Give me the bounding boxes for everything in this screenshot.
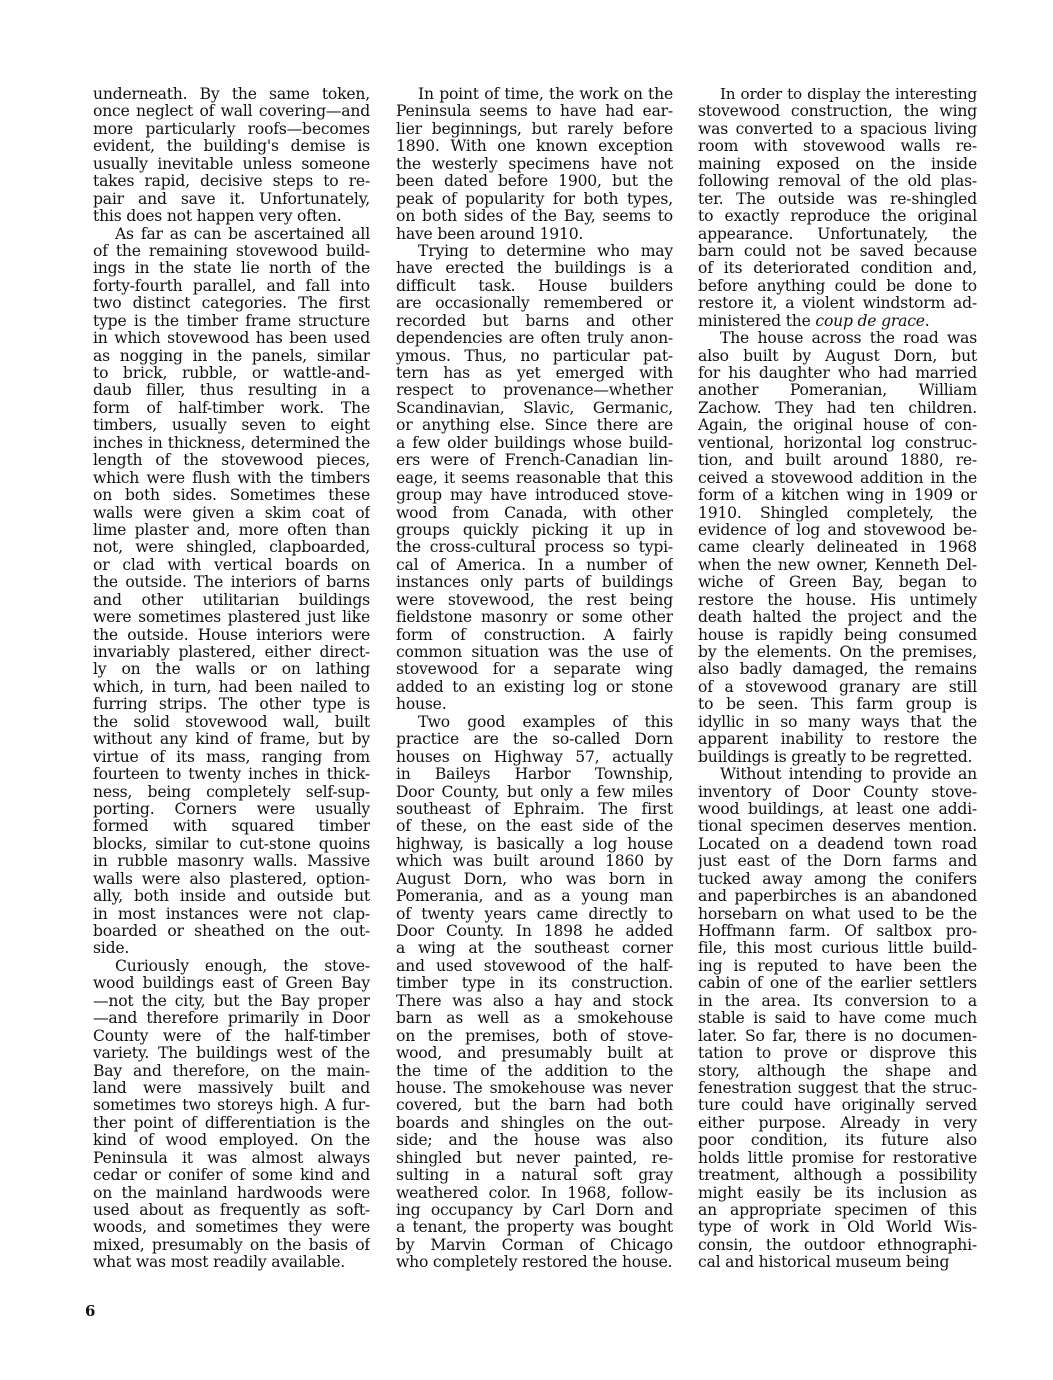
text-line: without any kind of frame, but by [93, 731, 370, 749]
text-line: eage, it seems reasonable that this [396, 469, 673, 487]
text-line: ing is reputed to have been the [698, 957, 977, 975]
text-line: Again, the original house of con- [698, 417, 977, 435]
text-line: sometimes two storeys high. A fur- [93, 1097, 370, 1115]
text-line: shingled but never painted, re- [396, 1149, 673, 1167]
text-line: land were massively built and [93, 1079, 370, 1097]
text-line: 1890. With one known exception [396, 138, 673, 156]
text-line: Two good examples of this [418, 713, 673, 731]
text-line: wood buildings east of Green Bay [93, 975, 370, 993]
text-line: of a stovewood granary are still [698, 678, 977, 696]
text-line: and other utilitarian buildings [93, 591, 370, 609]
text-line: porting. Corners were usually [93, 800, 370, 818]
text-line: virtue of its mass, ranging from [93, 748, 370, 766]
text-line: Zachow. They had ten children. [698, 399, 977, 417]
text-line: cal and historical museum being [698, 1254, 950, 1272]
text-line: of twenty years came directly to [396, 905, 673, 923]
text-line: instances only parts of buildings [396, 574, 673, 592]
text-line: Trying to determine who may [418, 242, 673, 260]
text-line: wood, and presumably built at [396, 1045, 673, 1063]
text-line: group may have introduced stove- [396, 487, 673, 505]
text-line: room with stovewood walls re- [698, 138, 977, 156]
text-line: which was built around 1860 by [396, 853, 673, 871]
text-column-2 [396, 86, 673, 1272]
text-line: on both sides of the Bay, seems to [396, 208, 673, 226]
text-line: ministered the coup de grace. [698, 312, 930, 330]
text-line: cedar or conifer of some kind and [93, 1167, 370, 1185]
text-line: August Dorn, who was born in [396, 870, 673, 888]
text-line: horsebarn on what used to be the [698, 905, 977, 923]
text-line: house. [396, 696, 447, 714]
text-line: Hoffmann farm. Of saltbox pro- [698, 923, 977, 940]
text-line: —and therefore primarily in Door [93, 1010, 370, 1028]
text-line: common situation was the use of [396, 644, 673, 661]
text-line: the time of the addition to the [396, 1062, 673, 1080]
text-line: on the mainland hardwoods were [93, 1184, 370, 1202]
text-line: Curiously enough, the stove- [115, 957, 370, 975]
text-line: once neglect of wall covering—and [93, 103, 370, 121]
text-line: formed with squared timber [93, 818, 370, 836]
text-line: forty-fourth parallel, and fall into [93, 277, 370, 295]
text-line: type is the timber frame structure [93, 312, 370, 330]
text-line: Pomerania, and as a young man [396, 888, 673, 906]
text-line: houses on Highway 57, actually [396, 748, 673, 766]
text-line: tion, and built around 1880, re- [698, 452, 977, 470]
text-line: either purpose. Already in very [698, 1114, 977, 1132]
text-line: the solid stovewood wall, built [93, 713, 370, 731]
text-line: cal of America. In a number of [396, 556, 673, 574]
text-line: timber type in its construction. [396, 975, 673, 993]
text-line: by the elements. On the premises, [698, 644, 977, 661]
text-line: and paperbirches is an abandoned [698, 888, 977, 906]
text-line: are occasionally remembered or [396, 295, 673, 313]
text-line: County were of the half-timber [93, 1027, 370, 1045]
text-line: practice are the so-called Dorn [396, 731, 673, 749]
paragraph [93, 958, 370, 1272]
text-line: more particularly roofs—becomes [93, 120, 370, 138]
text-line: mixed, presumably on the basis of [93, 1236, 370, 1254]
text-line: ing occupancy by Carl Dorn and [396, 1202, 673, 1219]
text-line: by Marvin Corman of Chicago [396, 1236, 673, 1254]
text-line: a few older buildings whose build- [396, 434, 673, 452]
text-line: boarded or sheathed on the out- [93, 923, 370, 940]
text-line: side; and the house was also [396, 1132, 673, 1150]
text-line: or anything else. Since there are [396, 417, 673, 435]
text-line: walls were given a skim coat of [93, 504, 370, 522]
text-line: house. The smokehouse was never [396, 1079, 673, 1097]
text-line: to be seen. This farm group is [698, 696, 977, 714]
text-line: idyllic in so many ways that the [698, 713, 977, 731]
text-line: maining exposed on the inside [698, 155, 977, 173]
text-column-1 [93, 86, 370, 1272]
text-line: ings in the state lie north of the [93, 260, 370, 278]
text-line: evidence of log and stovewood be- [698, 521, 977, 539]
paragraph [698, 330, 977, 766]
text-line: house is rapidly being consumed [698, 626, 977, 644]
text-line: appearance. Unfortunately, the [698, 225, 977, 243]
text-line: story, although the shape and [698, 1062, 977, 1080]
text-line: blocks, similar to cut-stone quoins [93, 835, 370, 853]
text-line: covered, but the barn had both [396, 1097, 673, 1115]
text-line: a tenant, the property was bought [396, 1219, 673, 1237]
text-line: difficult task. House builders [396, 277, 673, 295]
text-line: ymous. Thus, no particular pat- [396, 347, 673, 365]
text-line: wood from Canada, with other [396, 504, 673, 522]
paragraph [698, 766, 977, 1272]
text-line: as nogging in the panels, similar [93, 347, 370, 365]
text-line: Door County. In 1898 he added [396, 923, 673, 940]
text-line: the cross-cultural process so typi- [396, 539, 673, 557]
text-line: also badly damaged, the remains [698, 661, 977, 679]
text-line: length of the stovewood pieces, [93, 452, 370, 470]
text-line: later. So far, there is no documen- [698, 1027, 977, 1045]
text-line: Peninsula seems to have had ear- [396, 103, 673, 121]
paragraph [396, 243, 673, 714]
text-line: evident, the building's demise is [93, 138, 370, 156]
text-line: type of work in Old World Wis- [698, 1219, 977, 1237]
text-line: to exactly reproduce the original [698, 208, 977, 226]
text-line: lime plaster and, more often than [93, 521, 370, 539]
text-line: pair and save it. Unfortunately, [93, 190, 370, 208]
text-line: 1910. Shingled completely, the [698, 504, 977, 522]
text-line: ers were of French-Canadian lin- [396, 452, 673, 470]
text-line: on the premises, both of stove- [396, 1027, 673, 1045]
text-line: tional specimen deserves mention. [698, 818, 977, 836]
text-line: lier beginnings, but rarely before [396, 120, 673, 138]
text-line: file, this most curious little build- [698, 940, 977, 958]
text-line: ther point of differentiation is the [93, 1114, 370, 1132]
text-line: fourteen to twenty inches in thick- [93, 766, 370, 784]
text-line: consin, the outdoor ethnographi- [698, 1236, 977, 1254]
text-line: just east of the Dorn farms and [698, 853, 977, 871]
text-line: tern has as yet emerged with [396, 365, 673, 382]
text-line: added to an existing log or stone [396, 678, 673, 696]
text-line: cabin of one of the earlier settlers [698, 975, 977, 993]
text-line: to brick, rubble, or wattle-and- [93, 365, 370, 382]
text-line: before anything could be done to [698, 277, 977, 295]
text-line: ally, both inside and outside but [93, 888, 370, 906]
text-line: in Baileys Harbor Township, [396, 766, 673, 784]
text-line: Located on a deadend town road [698, 835, 977, 853]
text-line: usually inevitable unless someone [93, 155, 370, 173]
paragraph [396, 86, 673, 243]
text-line: holds little promise for restorative [698, 1149, 977, 1167]
text-line: were stovewood, the rest being [396, 591, 673, 609]
text-line: inches in thickness, determined the [93, 434, 370, 452]
text-line: stable is said to have come much [698, 1010, 977, 1028]
paragraph [396, 714, 673, 1272]
text-line: not, were shingled, clapboarded, [93, 539, 370, 557]
text-line: the outside. The interiors of barns [93, 574, 370, 592]
text-line: daub filler, thus resulting in a [93, 382, 370, 400]
text-line: woods, and sometimes they were [93, 1219, 370, 1237]
text-line: restore the house. His untimely [698, 591, 977, 609]
text-line: In order to display the interesting [720, 86, 977, 103]
text-line: Without intending to provide an [720, 766, 977, 784]
text-line: weathered color. In 1968, follow- [396, 1184, 673, 1202]
text-column-3 [698, 86, 977, 1272]
text-line: an appropriate specimen of this [698, 1202, 977, 1219]
text-line: a wing at the southeast corner [396, 940, 673, 958]
text-line: the westerly specimens have not [396, 155, 673, 173]
page-number: 6 [85, 1302, 96, 1320]
text-line: poor condition, its future also [698, 1132, 977, 1150]
text-line: death halted the project and the [698, 609, 977, 627]
paragraph [93, 86, 370, 226]
text-line: in rubble masonry walls. Massive [93, 853, 370, 871]
text-line: following removal of the old plas- [698, 173, 977, 191]
text-line: two distinct categories. The first [93, 295, 370, 313]
text-line: which, in turn, had been nailed to [93, 678, 370, 696]
text-line: who completely restored the house. [396, 1254, 673, 1272]
text-line: dependencies are often truly anon- [396, 330, 673, 348]
text-line: for his daughter who had married [698, 365, 977, 382]
text-line: might easily be its inclusion as [698, 1184, 977, 1202]
text-line: stovewood for a separate wing [396, 661, 673, 679]
text-line: —not the city, but the Bay proper [93, 992, 370, 1010]
paragraph [93, 226, 370, 958]
text-line: kind of wood employed. On the [93, 1132, 370, 1150]
text-line: Peninsula it was almost always [93, 1149, 370, 1167]
text-line: stovewood construction, the wing [698, 103, 977, 121]
text-line: been dated before 1900, but the [396, 173, 673, 191]
text-line: walls were also plastered, option- [93, 870, 370, 888]
text-line: buildings is greatly to be regretted. [698, 748, 973, 766]
text-line: highway, is basically a log house [396, 835, 673, 853]
text-line: the outside. House interiors were [93, 626, 370, 644]
text-line: takes rapid, decisive steps to re- [93, 173, 370, 191]
text-line: or clad with vertical boards on [93, 556, 370, 574]
text-line: southeast of Ephraim. The first [396, 800, 673, 818]
text-line: sulting in a natural soft gray [396, 1167, 673, 1185]
text-line: There was also a hay and stock [396, 992, 673, 1010]
text-line: form of construction. A fairly [396, 626, 673, 644]
text-line: apparent inability to restore the [698, 731, 977, 749]
text-line: recorded but barns and other [396, 312, 673, 330]
text-line: ture could have originally served [698, 1097, 977, 1115]
text-line: tation to prove or disprove this [698, 1045, 977, 1063]
text-line: ventional, horizontal log construc- [698, 434, 977, 452]
text-line: side. [93, 940, 130, 958]
text-line: variety. The buildings west of the [93, 1045, 370, 1063]
text-line: in most instances were not clap- [93, 905, 370, 923]
text-line: invariably plastered, either direct- [93, 644, 370, 661]
text-line: groups quickly picking it up in [396, 521, 673, 539]
text-line: form of half-timber work. The [93, 399, 370, 417]
text-line: treatment, although a possibility [698, 1167, 977, 1185]
text-line: restore it, a violent windstorm ad- [698, 295, 977, 313]
text-line: The house across the road was [720, 330, 977, 348]
text-line: tucked away among the conifers [698, 870, 977, 888]
text-line: fenestration suggest that the struc- [698, 1079, 977, 1097]
text-line: wood buildings, at least one addi- [698, 800, 977, 818]
text-line: was converted to a spacious living [698, 120, 977, 138]
text-line: peak of popularity for both types, [396, 190, 673, 208]
text-line: have been around 1910. [396, 225, 584, 243]
text-line: underneath. By the same token, [93, 86, 370, 103]
text-line: boards and shingles on the out- [396, 1114, 673, 1132]
text-line: barn could not be saved because [698, 242, 977, 260]
text-line: ly on the walls or on lathing [93, 661, 370, 679]
text-line: which were flush with the timbers [93, 469, 370, 487]
text-line: As far as can be ascertained all [115, 225, 370, 243]
text-line: also built by August Dorn, but [698, 347, 977, 365]
text-line: timbers, usually seven to eight [93, 417, 370, 435]
text-line: have erected the buildings is a [396, 260, 673, 278]
text-line: form of a kitchen wing in 1909 or [698, 487, 977, 505]
text-line: on both sides. Sometimes these [93, 487, 370, 505]
text-line: what was most readily available. [93, 1254, 346, 1272]
text-line: were sometimes plastered just like [93, 609, 370, 627]
text-line: and used stovewood of the half- [396, 957, 673, 975]
text-line: of its deteriorated condition and, [698, 260, 977, 278]
text-line: this does not happen very often. [93, 208, 342, 226]
text-line: used about as frequently as soft- [93, 1202, 370, 1219]
text-line: Scandinavian, Slavic, Germanic, [396, 399, 673, 417]
text-line: Bay and therefore, on the main- [93, 1062, 370, 1080]
text-line: Door County, but only a few miles [396, 783, 673, 801]
text-line: inventory of Door County stove- [698, 783, 977, 801]
text-line: when the new owner, Kenneth Del- [698, 556, 977, 574]
text-line: another Pomeranian, William [698, 382, 977, 400]
text-line: respect to provenance—whether [396, 382, 673, 400]
text-line: ceived a stovewood addition in the [698, 469, 977, 487]
text-line: In point of time, the work on the [418, 86, 673, 103]
text-line: came clearly delineated in 1968 [698, 539, 977, 557]
paragraph [698, 86, 977, 330]
text-line: of the remaining stovewood build- [93, 242, 370, 260]
text-line: wiche of Green Bay, began to [698, 574, 977, 592]
text-line: barn as well as a smokehouse [396, 1010, 673, 1028]
text-line: of these, on the east side of the [396, 818, 673, 836]
text-line: fieldstone masonry or some other [396, 609, 673, 627]
text-line: ness, being completely self-sup- [93, 783, 370, 801]
text-line: in which stovewood has been used [93, 330, 370, 348]
text-line: furring strips. The other type is [93, 696, 370, 714]
text-line: in the area. Its conversion to a [698, 992, 977, 1010]
text-line: ter. The outside was re-shingled [698, 190, 977, 208]
